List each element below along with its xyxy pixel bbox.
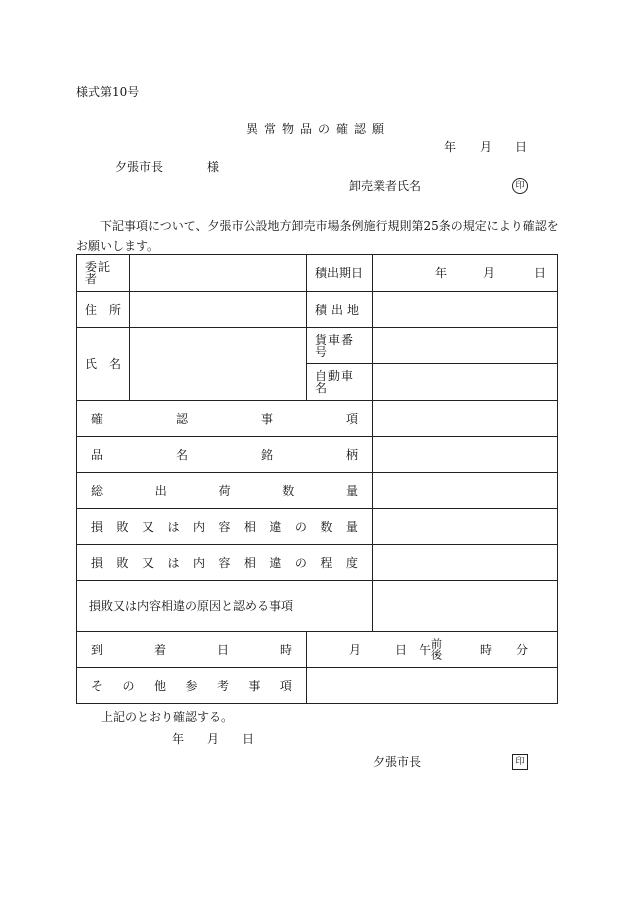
addressee: 夕張市長	[115, 160, 164, 174]
honorific: 様	[207, 160, 220, 174]
row-total-shipment	[77, 473, 558, 509]
freight-car-field[interactable]	[373, 328, 558, 364]
arrival-label: 到 着 日 時	[77, 632, 307, 668]
intro-line-1: 下記事項について、夕張市公設地方卸売市場条例施行規則第25条の規定により確認を	[100, 219, 559, 233]
name-label: 氏 名	[77, 328, 130, 401]
footer-date-day: 日	[242, 732, 255, 746]
total-shipment-label: 総 出 荷 数 量	[77, 473, 373, 509]
seal-mark-circle: 印	[512, 178, 528, 194]
row-name-1	[77, 328, 558, 364]
arrival-field[interactable]	[307, 632, 558, 668]
arrival-ampm-prefix: 午	[419, 642, 432, 657]
footer-date-year: 年	[172, 732, 185, 746]
shipping-date-month: 月	[483, 266, 496, 280]
confirmation-form-table	[76, 254, 558, 704]
row-address	[77, 292, 558, 328]
row-consignor	[77, 255, 558, 292]
damage-quantity-label: 損 敗 又 は 内 容 相 違 の 数 量	[77, 509, 373, 545]
header-date-year: 年	[444, 140, 457, 154]
row-other-reference	[77, 668, 558, 704]
damage-cause-label: 損敗又は内容相違の原因と認める事項	[77, 581, 373, 632]
confirmation-items-label: 確 認 事 項	[77, 401, 373, 437]
row-damage-cause	[77, 581, 558, 632]
arrival-month: 月	[349, 642, 362, 657]
form-number: 様式第10号	[76, 85, 140, 99]
total-shipment-field[interactable]	[373, 473, 558, 509]
row-confirmation-items	[77, 401, 558, 437]
vehicle-name-label: 自動車名	[307, 364, 373, 401]
other-reference-label: そ の 他 参 考 事 項	[77, 668, 307, 704]
damage-degree-field[interactable]	[373, 545, 558, 581]
arrival-ampm-choice: 前 後	[431, 636, 442, 662]
shipping-date-label: 積出期日	[307, 255, 373, 292]
arrival-hour: 時	[480, 642, 493, 657]
applicant-label: 卸売業者氏名	[349, 179, 422, 193]
shipping-date-year: 年	[435, 266, 448, 280]
arrival-minute: 分	[516, 642, 529, 657]
other-reference-field[interactable]	[307, 668, 558, 704]
consignor-field[interactable]	[130, 255, 307, 292]
address-label: 住 所	[77, 292, 130, 328]
signer: 夕張市長	[373, 755, 422, 769]
header-date-day: 日	[515, 140, 528, 154]
product-brand-label: 品 名 銘 柄	[77, 437, 373, 473]
arrival-day: 日	[395, 642, 408, 657]
row-damage-quantity	[77, 509, 558, 545]
row-arrival	[77, 632, 558, 668]
damage-quantity-field[interactable]	[373, 509, 558, 545]
confirmation-items-field[interactable]	[373, 401, 558, 437]
footer-date-month: 月	[207, 732, 220, 746]
header-date-month: 月	[480, 140, 493, 154]
row-damage-degree	[77, 545, 558, 581]
product-brand-field[interactable]	[373, 437, 558, 473]
shipping-place-field[interactable]	[373, 292, 558, 328]
damage-cause-field[interactable]	[373, 581, 558, 632]
vehicle-name-field[interactable]	[373, 364, 558, 401]
damage-degree-label: 損 敗 又 は 内 容 相 違 の 程 度	[77, 545, 373, 581]
consignor-label: 委託者	[77, 255, 130, 292]
freight-car-label: 貨車番号	[307, 328, 373, 364]
row-product-brand	[77, 437, 558, 473]
name-field[interactable]	[130, 328, 307, 401]
intro-line-2: お願いします。	[76, 239, 160, 253]
page-title: 異常物品の確認願	[246, 122, 391, 136]
seal-mark-square: 印	[512, 754, 528, 770]
shipping-date-day: 日	[534, 266, 547, 280]
address-field[interactable]	[130, 292, 307, 328]
shipping-date-field[interactable]	[373, 255, 558, 292]
confirmation-text: 上記のとおり確認する。	[101, 710, 234, 724]
shipping-place-label: 積出地	[307, 292, 373, 328]
